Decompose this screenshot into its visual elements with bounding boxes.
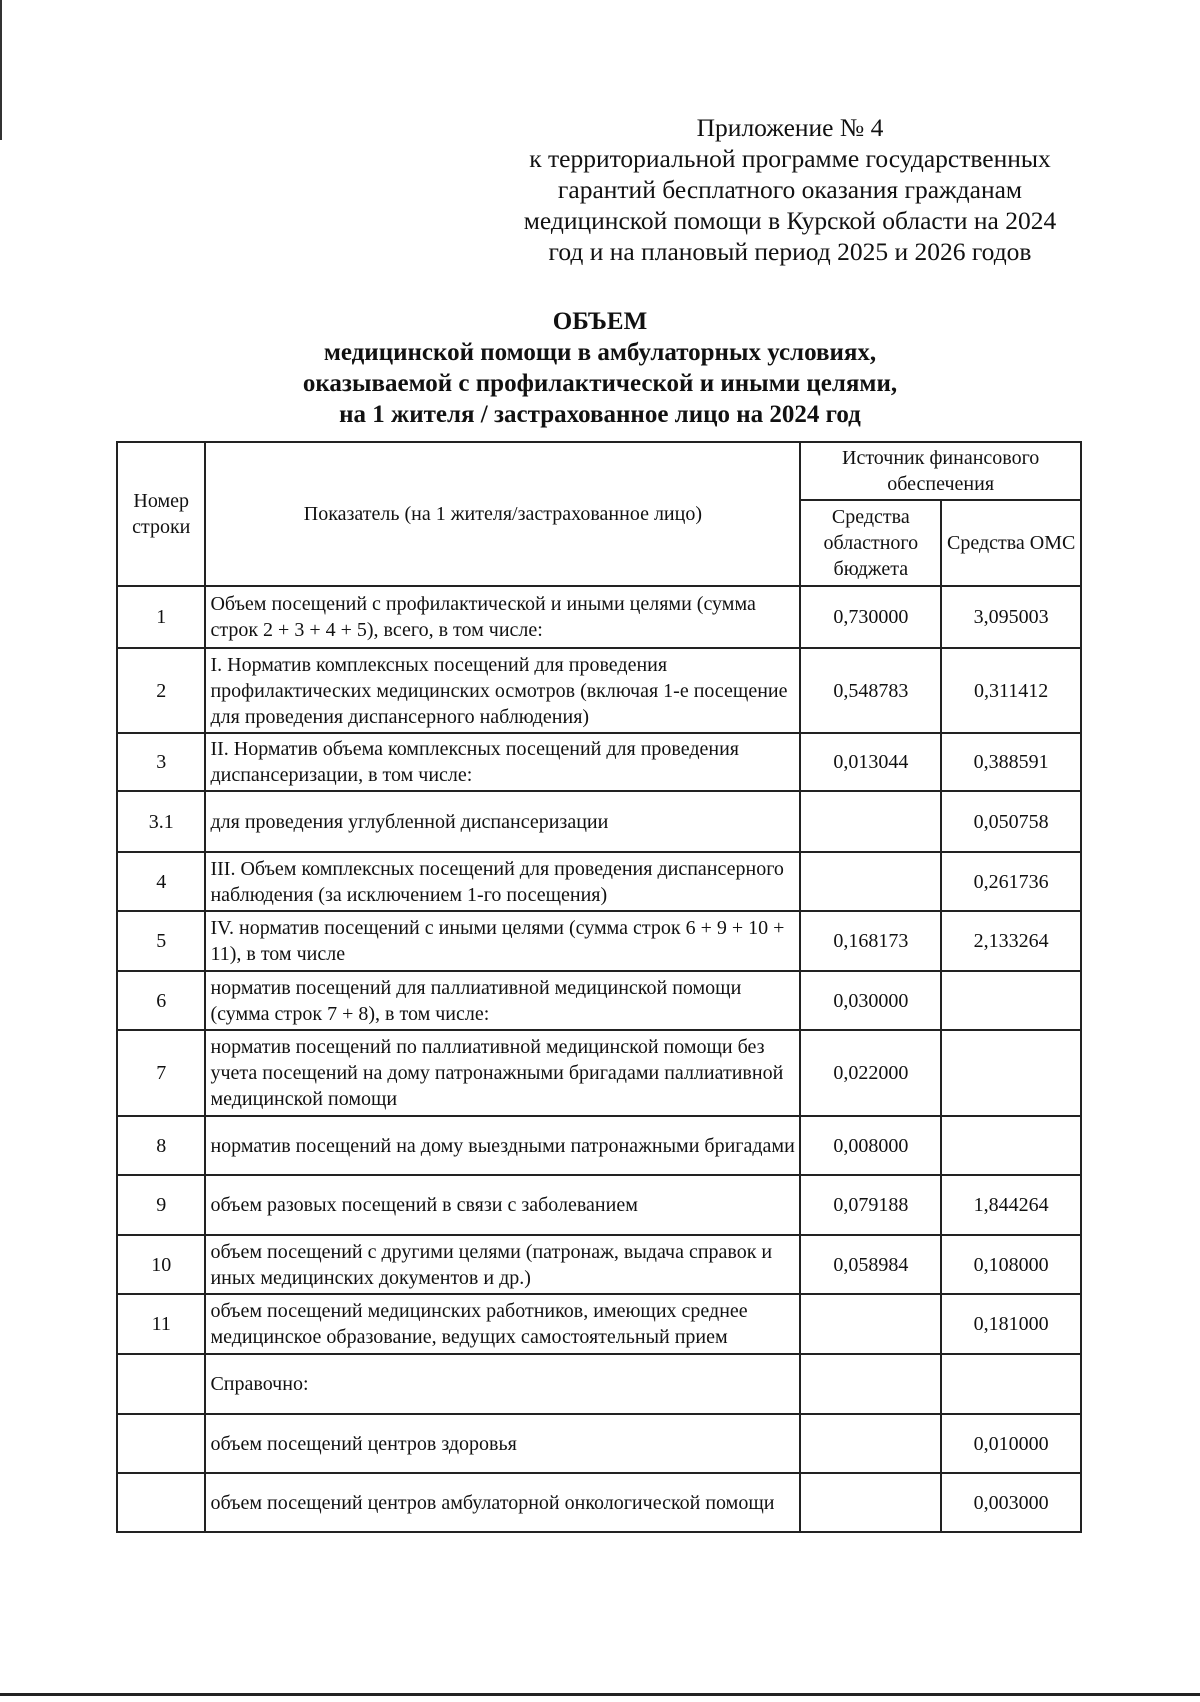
row-number: 4 [117, 852, 205, 911]
row-budget-value [800, 1414, 941, 1473]
table-row [117, 971, 1081, 1030]
row-indicator: II. Норматив объема комплексных посещений для проведения диспансеризации, в том числе: [205, 733, 800, 791]
row-indicator: объем посещений центров амбулаторной онкологической помощи [205, 1473, 800, 1532]
row-number: 9 [117, 1175, 205, 1235]
row-oms-value: 3,095003 [941, 586, 1081, 648]
row-oms-value: 0,010000 [941, 1414, 1081, 1473]
row-oms-value: 1,844264 [941, 1175, 1081, 1235]
row-indicator: объем посещений центров здоровья [205, 1414, 800, 1473]
row-number [117, 1354, 205, 1414]
appendix-header [505, 112, 1075, 267]
scan-bottom-edge-line [0, 1693, 1200, 1696]
row-number: 2 [117, 648, 205, 733]
document-title [200, 306, 1000, 430]
row-number: 10 [117, 1235, 205, 1294]
title-line: ОБЪЕМ [552, 308, 648, 335]
row-indicator: Объем посещений с профилактической и иными целями (сумма строк 2 + 3 + 4 + 5), всего, в том числе: [205, 586, 800, 648]
row-oms-value [941, 971, 1081, 1030]
appendix-line: к территориальной программе государственных [529, 144, 1051, 173]
row-indicator: III. Объем комплексных посещений для проведения диспансерного наблюдения (за исключением 1-го посещения) [205, 852, 800, 911]
row-number: 5 [117, 911, 205, 971]
title-line: оказываемой с профилактической и иными целями, [302, 370, 898, 397]
header-financing-source: Источник финансового обеспечения [800, 442, 1081, 500]
appendix-line: медицинской помощи в Курской области на 2024 [523, 206, 1057, 235]
table-row [117, 852, 1081, 911]
row-budget-value [800, 1354, 941, 1414]
table-row [117, 648, 1081, 733]
table-row [117, 911, 1081, 971]
header-row-number: Номер строки [117, 442, 205, 586]
table-row [117, 1294, 1081, 1354]
row-oms-value: 0,050758 [941, 791, 1081, 852]
appendix-line: гарантий бесплатного оказания гражданам [557, 175, 1023, 204]
row-number: 7 [117, 1030, 205, 1116]
table-row [117, 1354, 1081, 1414]
table-row [117, 586, 1081, 648]
row-indicator: I. Норматив комплексных посещений для проведения профилактических медицинских осмотров (включая 1-е посещение для проведения диспансерного наблюдения) [205, 648, 800, 733]
row-indicator: объем разовых посещений в связи с заболеванием [205, 1175, 800, 1235]
appendix-line: Приложение № 4 [696, 113, 884, 142]
table-header-row [117, 442, 1081, 500]
row-number: 3.1 [117, 791, 205, 852]
row-budget-value [800, 791, 941, 852]
row-budget-value [800, 1294, 941, 1354]
row-indicator: Справочно: [205, 1354, 800, 1414]
row-oms-value [941, 1030, 1081, 1116]
row-oms-value: 0,181000 [941, 1294, 1081, 1354]
table-row [117, 1116, 1081, 1175]
row-budget-value: 0,030000 [800, 971, 941, 1030]
row-indicator: объем посещений медицинских работников, имеющих среднее медицинское образование, ведущих самостоятельный прием [205, 1294, 800, 1354]
row-number: 6 [117, 971, 205, 1030]
table-row [117, 1175, 1081, 1235]
row-number: 1 [117, 586, 205, 648]
row-indicator: норматив посещений на дому выездными патронажными бригадами [205, 1116, 800, 1175]
volume-table [116, 441, 1082, 1533]
row-oms-value [941, 1354, 1081, 1414]
table-row [117, 1030, 1081, 1116]
appendix-line: год и на плановый период 2025 и 2026 годов [548, 237, 1032, 266]
row-budget-value: 0,013044 [800, 733, 941, 791]
row-oms-value: 0,311412 [941, 648, 1081, 733]
row-indicator: для проведения углубленной диспансеризации [205, 791, 800, 852]
row-budget-value [800, 852, 941, 911]
header-indicator: Показатель (на 1 жителя/застрахованное лицо) [205, 442, 800, 586]
row-oms-value: 0,108000 [941, 1235, 1081, 1294]
table-row [117, 1414, 1081, 1473]
row-budget-value: 0,548783 [800, 648, 941, 733]
row-number: 3 [117, 733, 205, 791]
table-row [117, 1235, 1081, 1294]
row-budget-value: 0,058984 [800, 1235, 941, 1294]
row-budget-value: 0,079188 [800, 1175, 941, 1235]
row-oms-value: 0,388591 [941, 733, 1081, 791]
row-indicator: норматив посещений по паллиативной медицинской помощи без учета посещений на дому патронажными бригадами паллиативной медицинской помощи [205, 1030, 800, 1116]
row-indicator: IV. норматив посещений с иными целями (сумма строк 6 + 9 + 10 + 11), в том числе [205, 911, 800, 971]
row-indicator: объем посещений с другими целями (патронаж, выдача справок и иных медицинских документов и др.) [205, 1235, 800, 1294]
title-line: медицинской помощи в амбулаторных условиях, [323, 339, 877, 366]
row-oms-value: 0,003000 [941, 1473, 1081, 1532]
row-number [117, 1414, 205, 1473]
row-budget-value: 0,168173 [800, 911, 941, 971]
header-oms: Средства ОМС [941, 500, 1081, 586]
scan-left-edge-line [0, 0, 2, 140]
row-budget-value [800, 1473, 941, 1532]
row-budget-value: 0,730000 [800, 586, 941, 648]
table-row [117, 791, 1081, 852]
row-oms-value: 0,261736 [941, 852, 1081, 911]
title-line: на 1 жителя / застрахованное лицо на 2024 год [339, 401, 861, 428]
row-budget-value: 0,008000 [800, 1116, 941, 1175]
row-number: 11 [117, 1294, 205, 1354]
row-budget-value: 0,022000 [800, 1030, 941, 1116]
row-number [117, 1473, 205, 1532]
row-number: 8 [117, 1116, 205, 1175]
header-regional-budget: Средства областного бюджета [800, 500, 941, 586]
table-row [117, 1473, 1081, 1532]
row-oms-value [941, 1116, 1081, 1175]
table-row [117, 733, 1081, 791]
row-oms-value: 2,133264 [941, 911, 1081, 971]
row-indicator: норматив посещений для паллиативной медицинской помощи (сумма строк 7 + 8), в том числе: [205, 971, 800, 1030]
